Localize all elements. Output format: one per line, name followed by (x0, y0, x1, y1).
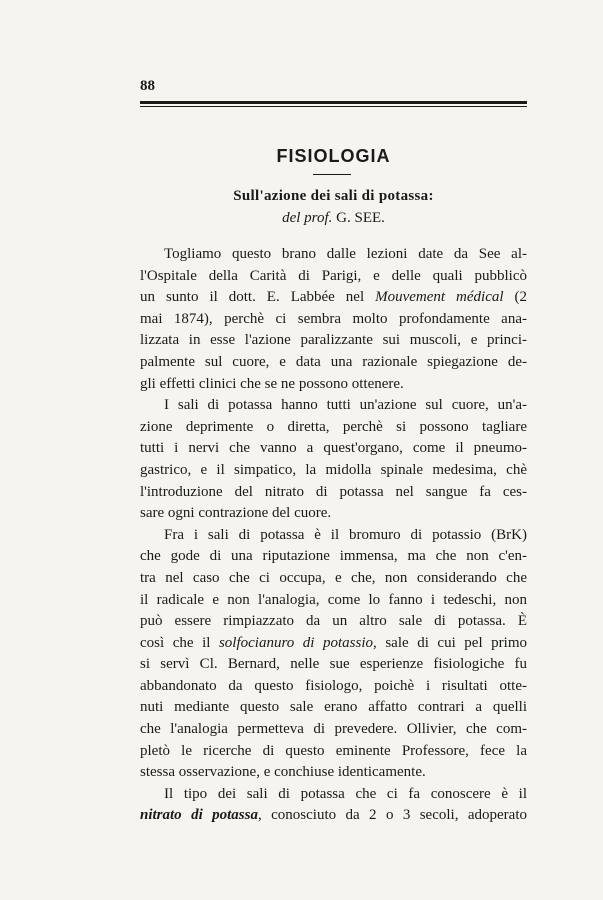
text-run: si servì Cl. Bernard, nelle sue esperienze fisiologiche fu (140, 656, 527, 673)
text-run: gli effetti clinici che se ne possono ottenere. (140, 375, 404, 392)
text-run: che gode di una riputazione immensa, ma che non c'en- (140, 548, 527, 565)
text-run: così che il (140, 634, 219, 651)
text-line (140, 784, 527, 806)
text-run: l'Ospitale della Carità di Parigi, e delle quali pubblicò (140, 267, 527, 284)
text-run: stessa osservazione, e conchiuse identicamente. (140, 764, 426, 781)
text-line (140, 266, 527, 288)
text-line (140, 330, 527, 352)
paragraph (140, 525, 527, 784)
text-run: nuti mediante questo sale erano affatto contrari a quelli (140, 699, 527, 716)
text-run: Fra i sali di potassa è il bromuro di potassio (BrK) (164, 526, 527, 543)
text-line (140, 676, 527, 698)
text-run: zione deprimente o diretta, perchè si possono tagliare (140, 418, 527, 435)
text-run: l'introduzione del nitrato di potassa nel sangue fa ces- (140, 483, 527, 500)
text-run: mai 1874), perchè ci sembra molto profondamente ana- (140, 310, 527, 327)
text-line (140, 741, 527, 763)
text-run: (2 (503, 289, 527, 306)
text-run: abbandonato da questo fisiologo, poichè i risultati otte- (140, 677, 527, 694)
text-run: un sunto il dott. E. Labbée nel (140, 289, 376, 306)
paragraph (140, 244, 527, 395)
text-run: , conosciuto da 2 o 3 secoli, adoperato (257, 807, 527, 824)
text-line (140, 374, 527, 396)
text-run: , sale di cui pel primo (373, 634, 527, 651)
header-rule-thick (140, 101, 527, 104)
text-line (140, 395, 527, 417)
text-line (140, 352, 527, 374)
text-line (140, 309, 527, 331)
text-line (140, 719, 527, 741)
text-line (140, 762, 527, 784)
page-number: 88 (140, 78, 155, 94)
text-run: può essere rimpiazzato da un altro sale di potassa. È (140, 613, 527, 630)
text-line (140, 482, 527, 504)
author-name: G. SEE. (336, 210, 385, 226)
text-run: Togliamo questo brano dalle lezioni date da See al- (164, 246, 527, 262)
author-prefix: del prof. (282, 210, 333, 226)
text-line (140, 287, 527, 309)
text-run: I sali di potassa hanno tutti un'azione sul cuore, un'a- (164, 397, 527, 414)
text-run: lizzata in esse l'azione paralizzante sui muscoli, e princi- (140, 332, 527, 349)
text-line (140, 633, 527, 655)
text-line (140, 460, 527, 482)
bold-italic-text: nitrato di potassa (140, 807, 258, 824)
text-run: tutti i nervi che vanno a quest'organo, come il pneumo- (140, 440, 527, 457)
text-line (140, 568, 527, 590)
text-line (140, 546, 527, 568)
paragraph (140, 395, 527, 525)
text-line (140, 590, 527, 612)
text-line (140, 525, 527, 547)
text-run: sare ogni contrazione del cuore. (140, 505, 332, 522)
text-run: pletò le ricerche di questo eminente Professore, fece la (140, 742, 527, 759)
author-line (140, 210, 527, 227)
text-line (140, 417, 527, 439)
body-text (140, 244, 527, 827)
header-rule-thin (140, 106, 527, 107)
text-line (140, 611, 527, 633)
text-line (140, 805, 527, 827)
article-title: Sull'azione dei sali di potassa: (233, 188, 434, 204)
text-run: gastrico, e il simpatico, la midolla spinale medesima, chè (140, 461, 527, 478)
text-line (140, 697, 527, 719)
section-title: FISIOLOGIA (276, 146, 391, 166)
text-run: che l'analogia permetteva di prevedere. Ollivier, che com- (140, 721, 527, 738)
text-line (140, 503, 527, 525)
text-run: il radicale e non l'analogia, come lo fanno i tedeschi, non (140, 591, 527, 608)
italic-text: Mouvement médical (375, 289, 504, 306)
text-run: palmente sul cuore, e data una razionale spiegazione de- (140, 353, 527, 370)
text-run: tra nel caso che ci occupa, e che, non considerando che (140, 569, 527, 586)
text-line (140, 438, 527, 460)
text-run: Il tipo dei sali di potassa che ci fa conoscere è il (164, 785, 527, 802)
text-line (140, 244, 527, 266)
italic-text: solfocianuro di potassio (218, 634, 374, 651)
section-title-rule (313, 174, 351, 175)
paragraph (140, 784, 527, 827)
text-line (140, 654, 527, 676)
